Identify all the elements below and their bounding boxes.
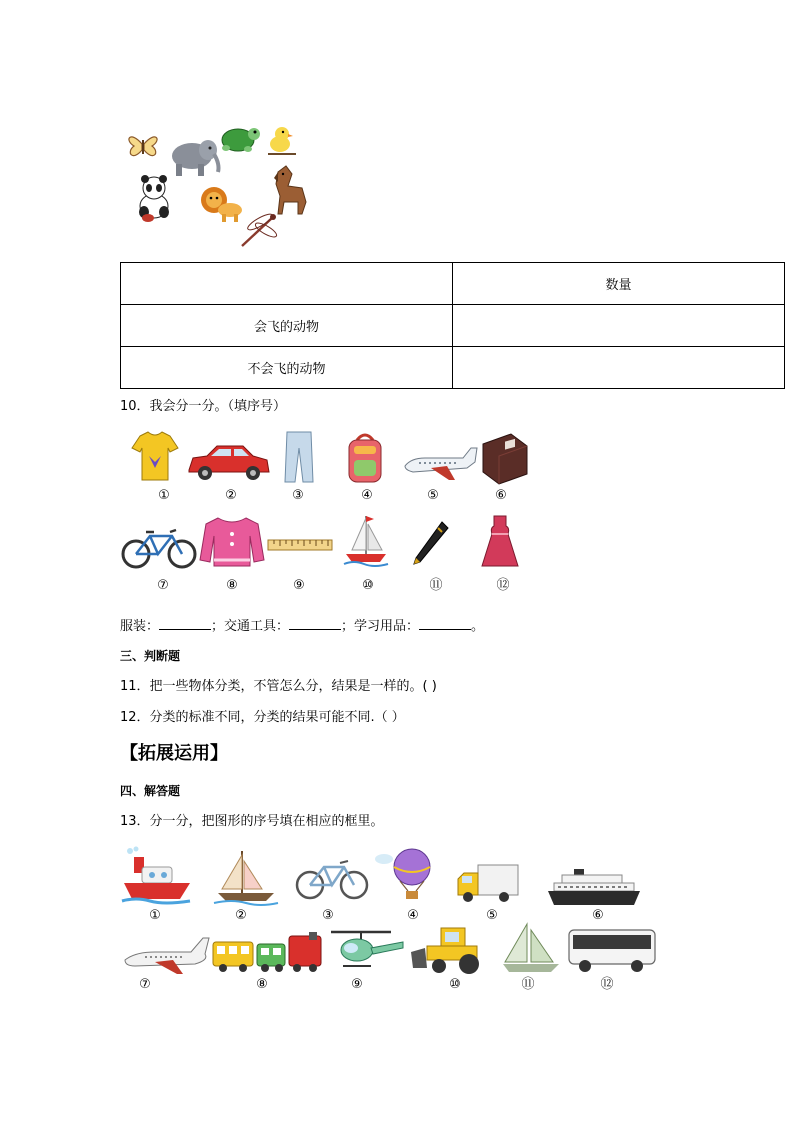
q13-number: ⑪ bbox=[521, 977, 535, 992]
truck-icon bbox=[458, 865, 518, 902]
train-icon bbox=[213, 932, 321, 972]
q10-number: ④ bbox=[361, 488, 373, 503]
pants-icon bbox=[285, 432, 313, 482]
table-header-row bbox=[121, 263, 785, 305]
butterfly-icon bbox=[129, 137, 157, 156]
q13-number: ② bbox=[235, 908, 247, 923]
lion-icon bbox=[201, 187, 242, 222]
table-header-quantity: 数量 bbox=[453, 263, 785, 305]
pen-icon bbox=[414, 522, 448, 564]
backpack-icon bbox=[349, 435, 381, 482]
stationery-label: ；学习用品： bbox=[341, 619, 420, 634]
q13-number: ④ bbox=[407, 908, 419, 923]
table-cell-answer[interactable] bbox=[453, 305, 785, 347]
q13-number: ⑧ bbox=[256, 977, 268, 992]
bus-icon bbox=[569, 930, 655, 972]
q10-number: ⑫ bbox=[496, 578, 510, 593]
ruler-icon bbox=[268, 540, 332, 550]
table-cell-answer[interactable] bbox=[453, 347, 785, 389]
turtle-icon bbox=[222, 128, 260, 152]
steamboat-icon bbox=[122, 847, 190, 904]
question-13: 13．分一分，把图形的序号填在相应的框里。 bbox=[120, 814, 384, 829]
sailboat-icon bbox=[214, 851, 278, 905]
sailboat-icon bbox=[344, 516, 388, 566]
horse-icon bbox=[274, 166, 306, 214]
car-icon bbox=[189, 446, 269, 480]
dress-icon bbox=[482, 516, 518, 566]
q10-number: ⑤ bbox=[427, 488, 439, 503]
q10-number: ⑧ bbox=[226, 578, 238, 593]
q13-number: ⑤ bbox=[486, 908, 498, 923]
stationery-blank[interactable] bbox=[419, 617, 471, 630]
q10-number: ⑨ bbox=[293, 578, 305, 593]
q13-number: ⑦ bbox=[139, 977, 151, 992]
sweater-icon bbox=[200, 518, 264, 566]
q13-number: ⑩ bbox=[449, 977, 461, 992]
q10-number: ⑥ bbox=[495, 488, 507, 503]
clothes-label: 服装： bbox=[120, 619, 160, 634]
bicycle-icon bbox=[123, 530, 195, 567]
panda-icon bbox=[139, 175, 169, 222]
jet-icon bbox=[125, 938, 209, 974]
q10-pictures-row-2 bbox=[122, 514, 532, 574]
transport-label: ；交通工具： bbox=[211, 619, 290, 634]
end-mark: 。 bbox=[471, 619, 485, 634]
book-icon bbox=[483, 434, 527, 484]
table-row bbox=[121, 347, 785, 389]
dragonfly-icon bbox=[242, 212, 278, 246]
clothes-blank[interactable] bbox=[159, 617, 211, 630]
tshirt-icon bbox=[132, 432, 178, 480]
helicopter-icon bbox=[331, 932, 403, 966]
q13-number: ⑨ bbox=[351, 977, 363, 992]
q13-pictures-row-1 bbox=[120, 845, 650, 909]
q10-number: ⑩ bbox=[362, 578, 374, 593]
junk-boat-icon bbox=[503, 924, 559, 972]
table-cell-non-flying-animals: 不会飞的动物 bbox=[121, 347, 453, 389]
question-10-prompt: 10．我会分一分。（填序号） bbox=[120, 399, 287, 414]
q10-pictures-row-1 bbox=[125, 430, 535, 490]
question-12: 12．分类的标准不同，分类的结果可能不同.（ ） bbox=[120, 710, 405, 725]
q10-number: ② bbox=[225, 488, 237, 503]
section-4-title: 四、解答题 bbox=[120, 784, 181, 798]
elephant-icon bbox=[172, 140, 219, 176]
q10-number: ⑪ bbox=[429, 578, 443, 593]
q13-number: ⑥ bbox=[592, 908, 604, 923]
animals-picture bbox=[120, 118, 320, 250]
animal-count-table bbox=[120, 262, 785, 389]
transport-blank[interactable] bbox=[289, 617, 341, 630]
table-cell bbox=[121, 263, 453, 305]
table-cell-flying-animals: 会飞的动物 bbox=[121, 305, 453, 347]
bicycle-icon bbox=[297, 861, 367, 898]
q13-pictures-row-2 bbox=[125, 922, 665, 978]
q10-number: ③ bbox=[292, 488, 304, 503]
q13-number: ③ bbox=[322, 908, 334, 923]
section-3-title: 三、判断题 bbox=[120, 649, 181, 663]
bulldozer-icon bbox=[411, 928, 479, 974]
chick-icon bbox=[268, 127, 296, 154]
q13-number: ⑫ bbox=[600, 977, 614, 992]
table-row bbox=[121, 305, 785, 347]
ship-icon bbox=[548, 869, 640, 905]
q10-number: ① bbox=[158, 488, 170, 503]
hot-air-balloon-icon bbox=[375, 849, 430, 899]
q10-number: ⑦ bbox=[157, 578, 169, 593]
airplane-icon bbox=[405, 448, 477, 480]
extension-heading: 【拓展运用】 bbox=[120, 743, 228, 764]
question-11: 11．把一些物体分类，不管怎么分，结果是一样的。( ) bbox=[120, 679, 437, 694]
q13-number: ① bbox=[149, 908, 161, 923]
q10-answer-line bbox=[120, 617, 484, 635]
